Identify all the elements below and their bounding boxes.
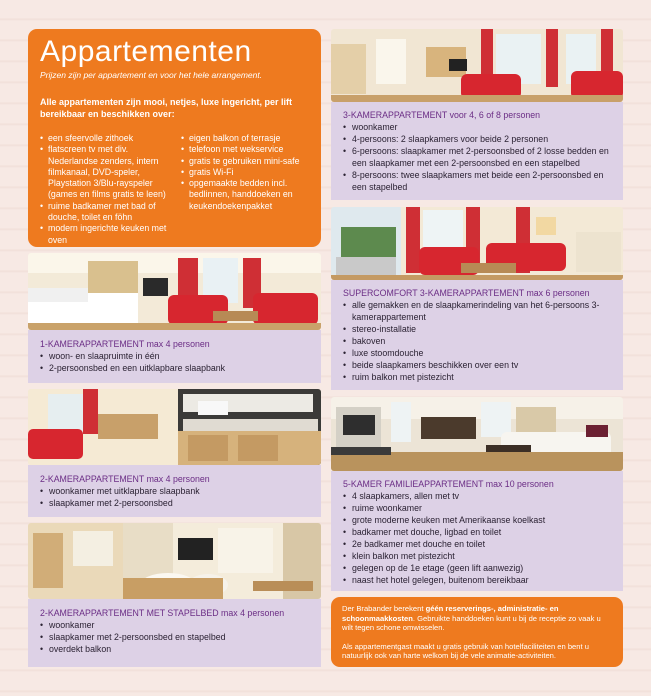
apartment-title: 2-KAMERAPPARTEMENT max 4 personen bbox=[40, 474, 210, 484]
list-item: • klein balkon met pistezicht bbox=[343, 550, 611, 562]
intro-panel bbox=[28, 29, 321, 247]
photo-supercomfort-3-kamer bbox=[331, 207, 623, 280]
list-item: • bakoven bbox=[343, 335, 611, 347]
apartment-title: 3-KAMERAPPARTEMENT voor 4, 6 of 8 personen bbox=[343, 110, 541, 120]
photo-2-kamer-stapelbed bbox=[28, 523, 321, 599]
apartment-feature-list bbox=[343, 299, 611, 383]
photo-5-kamer-familie bbox=[331, 397, 623, 471]
feature-item: • opgemaakte bedden incl. bedlinnen, handdoeken en keukendoekenpakket bbox=[181, 178, 306, 212]
list-item: • 4 slaapkamers, allen met tv bbox=[343, 490, 611, 502]
apartment-feature-list bbox=[40, 350, 309, 374]
apartment-feature-list bbox=[40, 619, 309, 655]
feature-item: • een sfeervolle zithoek bbox=[40, 133, 177, 144]
info-paragraph-2: Als appartementgast maakt u gratis gebruik van hotelfaciliteiten en bent u natuurlijk ook van harte welkom bij de vele animatie-activiteiten. bbox=[342, 641, 589, 661]
intro-lead: Alle appartementen zijn mooi, netjes, luxe ingericht, per lift bereikbaar en beschikken over: bbox=[40, 97, 293, 119]
list-item: • 8-persoons: twee slaapkamers met beide een 2-persoonsbed en een stapelbed bbox=[343, 169, 611, 193]
apartment-feature-list bbox=[40, 485, 309, 509]
feature-item: • flatscreen tv met div. Nederlandse zenders, intern filmkanaal, DVD-speler, Playstation 3/Blu-rayspeler (games en films gratis te leen) bbox=[40, 144, 177, 200]
apartment-title: 5-KAMER FAMILIEAPPARTEMENT max 10 personen bbox=[343, 479, 554, 489]
apartment-5-kamer-familie bbox=[331, 471, 623, 591]
list-item: • beide slaapkamers beschikken over een tv bbox=[343, 359, 611, 371]
apartment-1-kamer bbox=[28, 330, 321, 383]
photo-2-kamer bbox=[28, 389, 321, 465]
apartment-2-kamer-stapelbed bbox=[28, 599, 321, 667]
list-item: • 2e badkamer met douche en toilet bbox=[343, 538, 611, 550]
list-item: • slaapkamer met 2-persoonsbed bbox=[40, 497, 309, 509]
list-item: • luxe stoomdouche bbox=[343, 347, 611, 359]
list-item: • naast het hotel gelegen, buitenom bereikbaar bbox=[343, 574, 611, 586]
list-item: • slaapkamer met 2-persoonsbed en stapelbed bbox=[40, 631, 309, 643]
features-left-list bbox=[40, 133, 177, 246]
list-item: • woonkamer met uitklapbare slaapbank bbox=[40, 485, 309, 497]
list-item: • 2-persoonsbed en een uitklapbare slaapbank bbox=[40, 362, 309, 374]
list-item: • stereo-installatie bbox=[343, 323, 611, 335]
apartment-3-kamer bbox=[331, 102, 623, 200]
info-paragraph-1: Der Brabander berekent géén reserverings-, administratie- en schoonmaakkosten. Gebruikte handdoeken kunt u bij de receptie zo vaak u wilt tegen schone omwisselen. bbox=[342, 604, 601, 633]
photo-3-kamer bbox=[331, 29, 623, 102]
list-item: • badkamer met douche, ligbad en toilet bbox=[343, 526, 611, 538]
list-item: • gelegen op de 1e etage (geen lift aanwezig) bbox=[343, 562, 611, 574]
apartment-title: SUPERCOMFORT 3-KAMERAPPARTEMENT max 6 personen bbox=[343, 288, 590, 298]
list-item: • 4-persoons: 2 slaapkamers voor beide 2 personen bbox=[343, 133, 611, 145]
page-title: Appartementen bbox=[40, 35, 252, 68]
apartment-title: 2-KAMERAPPARTEMENT MET STAPELBED max 4 personen bbox=[40, 608, 285, 618]
list-item: • overdekt balkon bbox=[40, 643, 309, 655]
feature-item: • gratis te gebruiken mini-safe bbox=[181, 156, 306, 167]
feature-item: • gratis Wi-Fi bbox=[181, 167, 306, 178]
feature-item: • ruime badkamer met bad of douche, toilet en föhn bbox=[40, 201, 177, 224]
list-item: • woon- en slaapruimte in één bbox=[40, 350, 309, 362]
apartment-feature-list bbox=[343, 490, 611, 586]
list-item: • woonkamer bbox=[40, 619, 309, 631]
apartment-2-kamer bbox=[28, 465, 321, 517]
list-item: • ruim balkon met pistezicht bbox=[343, 371, 611, 383]
info-note bbox=[331, 597, 623, 667]
features-right-list bbox=[181, 133, 306, 246]
list-item: • alle gemakken en de slaapkamerindeling van het 6-persoons 3-kamerappartement bbox=[343, 299, 611, 323]
list-item: • woonkamer bbox=[343, 121, 611, 133]
apartment-title: 1-KAMERAPPARTEMENT max 4 personen bbox=[40, 339, 210, 349]
feature-item: • telefoon met wekservice bbox=[181, 144, 306, 155]
feature-item: • eigen balkon of terrasje bbox=[181, 133, 306, 144]
list-item: • 6-persoons: slaapkamer met 2-persoonsbed of 2 losse bedden en een slaapkamer met een 2-persoonsbed en een stapelbed bbox=[343, 145, 611, 169]
list-item: • grote moderne keuken met Amerikaanse koelkast bbox=[343, 514, 611, 526]
list-item: • ruime woonkamer bbox=[343, 502, 611, 514]
photo-1-kamer bbox=[28, 253, 321, 330]
apartment-feature-list bbox=[343, 121, 611, 193]
feature-item: • modern ingerichte keuken met oven bbox=[40, 223, 177, 246]
apartment-supercomfort-3-kamer bbox=[331, 280, 623, 390]
page-subtitle: Prijzen zijn per appartement en voor het hele arrangement. bbox=[40, 70, 263, 80]
